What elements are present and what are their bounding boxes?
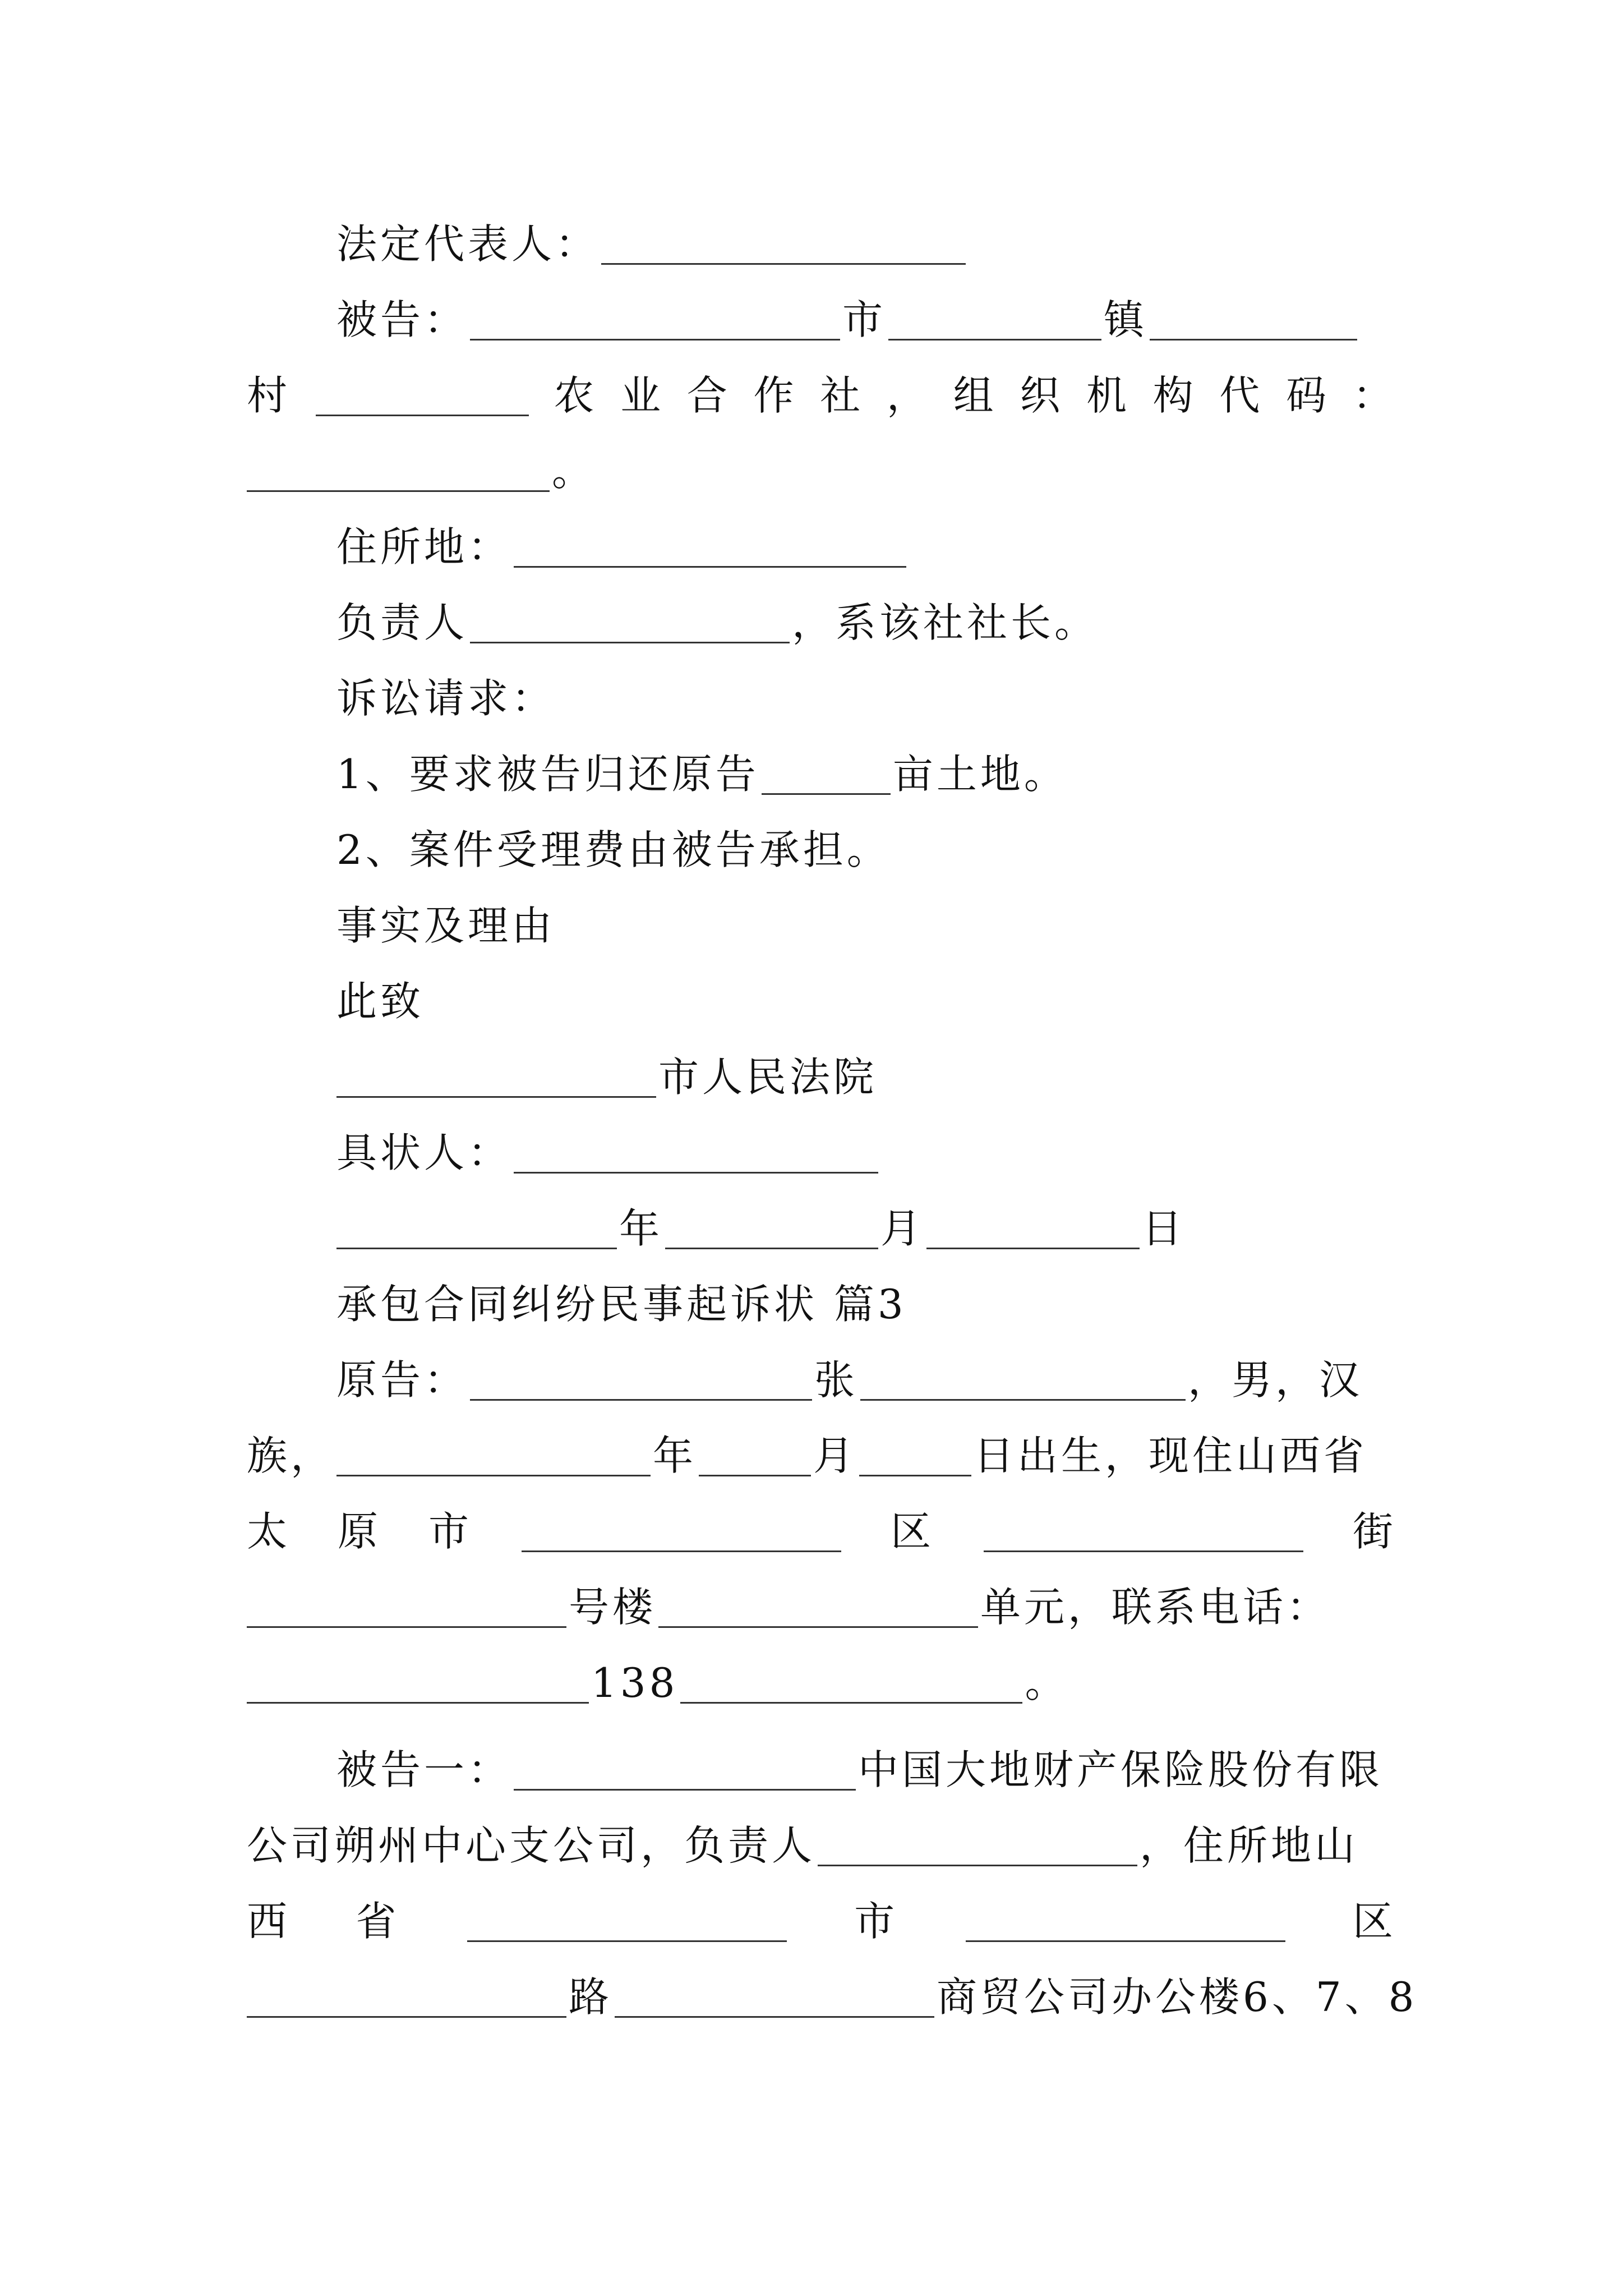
char: 合 (686, 372, 731, 419)
legal-representative-label: 法定代表人： (336, 220, 600, 268)
char: 西 (247, 1898, 291, 1945)
address-line-2 (247, 1576, 1396, 1638)
char: 机 (1086, 372, 1131, 419)
char: 码 (1286, 372, 1330, 419)
blank-field (615, 1977, 934, 2018)
section-title (247, 1273, 1396, 1335)
claim-1-text: 1、要求被告归还原告 (336, 751, 759, 798)
district-text: 区 (1352, 1898, 1396, 1945)
plaintiff-label: 原告： (336, 1356, 468, 1404)
office-building-text: 商贸公司办公楼6、7、8 (937, 1973, 1418, 2021)
blank-field (247, 1587, 566, 1628)
defendant-one-label: 被告一： (336, 1746, 512, 1793)
building-text: 号楼 (569, 1584, 657, 1631)
court-text: 市人民法院 (658, 1053, 878, 1101)
city-text: 市 (842, 296, 887, 343)
blank-field (859, 1435, 971, 1476)
char: 组 (953, 372, 997, 419)
court-line (247, 1046, 1396, 1108)
city-text: 市 (854, 1898, 898, 1945)
road-text: 路 (569, 1973, 613, 2021)
person-in-charge-line (247, 592, 1396, 654)
blank-field (860, 1360, 1186, 1401)
period-text: 。 (552, 448, 596, 495)
char: ， (886, 372, 930, 419)
claim-2-text: 2、案件受理费由被告承担。 (336, 826, 891, 873)
char: 原 (338, 1508, 382, 1555)
claim-item-2 (247, 819, 1396, 881)
insurer-name-text: 中国大地财产保险股份有限 (858, 1746, 1384, 1793)
blank-field (601, 224, 966, 265)
person-in-charge-label: 负责人 (336, 599, 468, 646)
town-text: 镇 (1104, 296, 1148, 343)
char: 代 (1219, 372, 1264, 419)
defendant-label: 被告： (336, 296, 468, 343)
claims-heading-text: 诉讼请求： (336, 675, 556, 722)
village-coop-line (247, 365, 1396, 426)
year-text: 年 (619, 1205, 663, 1252)
char: 市 (428, 1508, 473, 1555)
month-text: 月 (880, 1205, 925, 1252)
defendant-one-line (247, 1739, 1396, 1801)
birth-residence-text: 日出生，现住山西省 (974, 1432, 1368, 1479)
blank-field (680, 1663, 1022, 1704)
birth-line (247, 1425, 1396, 1487)
blank-field (1150, 300, 1357, 341)
surname-text: 张 (814, 1356, 859, 1404)
blank-field (658, 1587, 978, 1628)
claim-item-1 (247, 743, 1396, 805)
phone-prefix: 138 (591, 1659, 679, 1706)
blank-field (762, 754, 891, 795)
blank-field (818, 1825, 1137, 1866)
blank-field (467, 1901, 787, 1942)
salutation-text: 此致 (336, 978, 425, 1025)
phone-line (247, 1652, 1396, 1714)
year-text: 年 (653, 1432, 697, 1479)
blank-field (699, 1435, 811, 1476)
char: 农 (554, 372, 598, 419)
char: 太 (247, 1508, 291, 1555)
insurer-branch-line (247, 1815, 1396, 1876)
blank-field (966, 1901, 1285, 1942)
district-text: 区 (890, 1508, 934, 1555)
street-text: 街 (1352, 1508, 1396, 1555)
blank-field (336, 1208, 617, 1249)
month-text: 月 (813, 1432, 857, 1479)
blank-field (247, 451, 550, 492)
branch-text: 公司朔州中心支公司，负责人 (247, 1822, 816, 1869)
section-title-text: 承包合同纠纷民事起诉状 篇3 (336, 1281, 907, 1328)
char: 社 (820, 372, 864, 419)
char: 作 (753, 372, 797, 419)
residence-label: 住所地： (336, 523, 512, 570)
legal-representative-line (247, 213, 1396, 275)
char: 业 (620, 372, 665, 419)
claim-1-suffix: 亩土地。 (892, 751, 1068, 798)
blank-field (247, 1977, 566, 2018)
insurer-address-line-2 (247, 1966, 1418, 2028)
blank-field (514, 1133, 878, 1174)
blank-field (316, 375, 529, 416)
facts-heading (247, 895, 1396, 956)
ethnicity-suffix: 族， (247, 1432, 335, 1479)
filer-label: 具状人： (336, 1129, 512, 1176)
unit-phone-text: 单元，联系电话： (980, 1584, 1331, 1631)
claims-heading (247, 668, 1396, 729)
blank-field (926, 1208, 1140, 1249)
defendant-line (247, 289, 1396, 351)
date-line (247, 1198, 1396, 1259)
blank-field (336, 1435, 651, 1476)
period-text: 。 (1025, 1659, 1069, 1706)
char: ： (1352, 372, 1396, 419)
gender-ethnicity-text: ，男，汉 (1188, 1356, 1363, 1404)
blank-field (514, 1750, 856, 1791)
blank-field (522, 1511, 841, 1552)
char: 构 (1152, 372, 1197, 419)
blank-field (888, 300, 1101, 341)
plaintiff-line (247, 1349, 1396, 1411)
blank-field (247, 1663, 589, 1704)
blank-field (336, 1057, 656, 1098)
char: 织 (1020, 372, 1064, 419)
blank-field (470, 602, 790, 643)
village-text: 村 (247, 372, 291, 419)
char: 省 (356, 1898, 400, 1945)
insurer-address-line-1 (247, 1890, 1396, 1952)
blank-field (470, 1360, 812, 1401)
facts-heading-text: 事实及理由 (336, 902, 556, 949)
salutation-line (247, 970, 1396, 1032)
blank-field (665, 1208, 878, 1249)
residence-suffix: ，住所地山 (1140, 1822, 1359, 1869)
person-in-charge-suffix: ，系该社社长。 (792, 599, 1099, 646)
blank-field (984, 1511, 1303, 1552)
blank-field (514, 527, 906, 568)
org-code-line (247, 440, 1396, 502)
blank-field (470, 300, 840, 341)
residence-line (247, 516, 1396, 578)
filer-line (247, 1122, 1396, 1184)
day-text: 日 (1142, 1205, 1186, 1252)
address-line-1 (247, 1501, 1396, 1562)
